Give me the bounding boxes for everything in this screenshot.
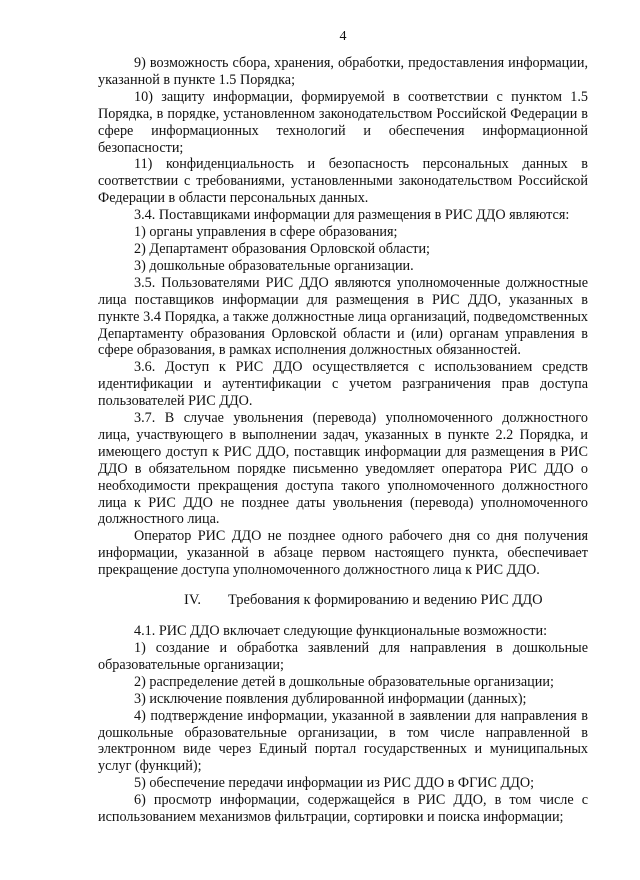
paragraph-4-1-item-3: 3) исключение появления дублированной информации (данных);	[134, 690, 527, 707]
section-three-continued	[98, 55, 588, 579]
paragraph-4-1-item-6: 6) просмотр информации, содержащейся в РИС ДДО, в том числе с использованием механизмов фильтрации, сортировки и поиска информации;	[98, 792, 588, 826]
page-number: 4	[339, 29, 347, 44]
paragraph-item-10: 10) защиту информации, формируемой в соответствии с пунктом 1.5 Порядка, в порядке, установленном законодательством Российской Федерации в сфере информационных технологий и обеспечения информационной безопасности;	[98, 88, 588, 156]
paragraph-4-1-item-4: 4) подтверждение информации, указанной в заявлении для направления в дошкольные образовательные организации, в том числе направленной в электронном виде через Единый портал государственных и муниципальных услуг (функций);	[98, 707, 588, 775]
paragraph-4-1: 4.1. РИС ДДО включает следующие функциональные возможности:	[134, 623, 548, 640]
section-heading-number: IV.	[184, 592, 202, 609]
paragraph-3-4-item-1: 1) органы управления в сфере образования;	[134, 224, 398, 241]
paragraph-3-4-item-2: 2) Департамент образования Орловской области;	[134, 240, 430, 257]
section-heading	[98, 591, 588, 609]
paragraph-4-1-item-2: 2) распределение детей в дошкольные образовательные организации;	[134, 673, 554, 690]
section-four	[98, 623, 588, 826]
paragraph-item-9: 9) возможность сбора, хранения, обработки, предоставления информации, указанной в пункте 1.5 Порядка;	[98, 55, 588, 88]
paragraph-3-7: 3.7. В случае увольнения (перевода) уполномоченного должностного лица, участвующего в выполнении задач, указанных в пункте 2.2 Порядка, и имеющего доступ к РИС ДДО, поставщик информации для размещения в РИС ДДО в обязательном порядке письменно уведомляет оператора РИС ДДО о необходимости прекращения доступа такого уполномоченного должностного лица к РИС ДДО не позднее даты увольнения (перевода) уполномоченного должностного лица.	[98, 410, 588, 528]
section-heading-title: Требования к формированию и ведению РИС ДДО	[228, 592, 543, 609]
paragraph-item-11: 11) конфиденциальность и безопасность персональных данных в соответствии с требованиями, установленными законодательством Российской Федерации в области персональных данных.	[98, 156, 588, 207]
paragraph-3-4-item-3: 3) дошкольные образовательные организации.	[134, 257, 414, 274]
paragraph-3-6: 3.6. Доступ к РИС ДДО осуществляется с использованием средств идентификации и аутентификации с учетом разграничения прав доступа пользователей РИС ДДО.	[98, 359, 588, 410]
paragraph-4-1-item-5: 5) обеспечение передачи информации из РИС ДДО в ФГИС ДДО;	[134, 775, 535, 792]
paragraph-3-7-operator: Оператор РИС ДДО не позднее одного рабочего дня со дня получения информации, указанной в абзаце первом настоящего пункта, обеспечивает прекращение доступа уполномоченного должностного лица к РИС ДДО.	[98, 528, 588, 579]
paragraph-3-5: 3.5. Пользователями РИС ДДО являются уполномоченные должностные лица поставщиков информации для размещения в РИС ДДО, указанных в пункте 3.4 Порядка, а также должностные лица организаций, подведомственных Департаменту образования Орловской области и (или) органам управления в сфере образования, в рамках исполнения должностных обязанностей.	[98, 274, 588, 359]
paragraph-3-4: 3.4. Поставщиками информации для размещения в РИС ДДО являются:	[134, 207, 570, 224]
paragraph-4-1-item-1: 1) создание и обработка заявлений для направления в дошкольные образовательные организации;	[98, 640, 588, 673]
